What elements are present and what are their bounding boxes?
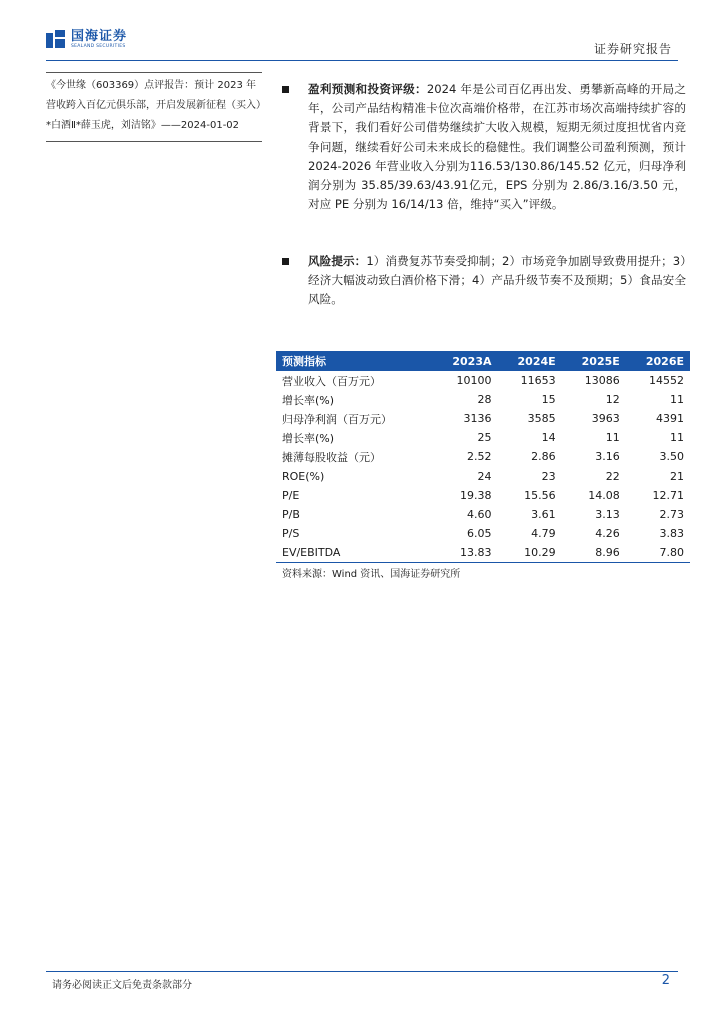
metric-value-cell: 3.16 xyxy=(595,450,620,464)
metric-value-cell: 12 xyxy=(605,393,620,407)
metric-value-cell: 23 xyxy=(541,469,556,483)
header-divider xyxy=(46,60,678,61)
table-row xyxy=(276,447,690,466)
metric-label-cell: P/E xyxy=(282,488,300,502)
metric-value-cell: 3585 xyxy=(527,412,556,426)
metric-label-cell: 增长率(%) xyxy=(282,431,335,445)
table-header-cell: 2023A xyxy=(432,351,497,371)
bullet-square-icon xyxy=(282,86,289,93)
table-source: 资料来源：Wind 资讯、国海证券研究所 xyxy=(282,569,461,580)
metric-value-cell: 28 xyxy=(477,393,492,407)
metric-label-cell: 营业收入（百万元） xyxy=(282,374,381,388)
report-type: 证券研究报告 xyxy=(593,42,672,56)
metric-value-cell: 19.38 xyxy=(460,488,492,502)
metric-label-cell: 增长率(%) xyxy=(282,393,335,407)
side-note-bottom-rule xyxy=(46,141,262,142)
table-row xyxy=(276,524,690,543)
metric-label-cell: 摊薄每股收益（元） xyxy=(282,450,381,464)
bullet-text: 1）消费复苏节奏受抑制；2）市场竞争加剧导致费用提升；3）经济大幅波动致白酒价格下滑；4）产品升级节奏不及预期；5）食品安全风险。 xyxy=(308,254,686,307)
table-header-cell: 预测指标 xyxy=(276,351,432,371)
metric-value-cell: 11 xyxy=(670,431,684,445)
metric-value-cell: 10.29 xyxy=(498,543,562,563)
table-header-row xyxy=(276,351,690,371)
metric-value-cell: 7.80 xyxy=(626,543,690,563)
bullet-label: 盈利预测和投资评级： xyxy=(308,82,427,96)
metric-value-cell: 2.73 xyxy=(659,507,684,521)
metric-value-cell: 3.83 xyxy=(659,526,684,540)
table-header-cell: 2025E xyxy=(562,351,626,371)
metric-value-cell: 4.79 xyxy=(531,526,556,540)
metric-value-cell: 2.86 xyxy=(531,450,556,464)
metric-value-cell: 22 xyxy=(605,469,620,483)
metric-value-cell: 13086 xyxy=(584,374,620,388)
metric-value-cell: 12.71 xyxy=(652,488,684,502)
metric-value-cell: 14.08 xyxy=(588,488,620,502)
metric-value-cell: 3.13 xyxy=(595,507,620,521)
table-row xyxy=(276,543,690,563)
table-row xyxy=(276,390,690,409)
metric-value-cell: 6.05 xyxy=(467,526,492,540)
table-header-cell: 2026E xyxy=(626,351,690,371)
table-row xyxy=(276,371,690,390)
brand-logo xyxy=(46,30,127,50)
metric-value-cell: 21 xyxy=(670,469,684,483)
bullet-label: 风险提示： xyxy=(308,254,367,268)
metric-label-cell: EV/EBITDA xyxy=(276,543,432,563)
side-note-top-rule xyxy=(46,72,262,73)
metric-value-cell: 14552 xyxy=(649,374,684,388)
metric-value-cell: 13.83 xyxy=(432,543,497,563)
metric-value-cell: 4.60 xyxy=(467,507,492,521)
metric-value-cell: 14 xyxy=(541,431,556,445)
metric-value-cell: 11653 xyxy=(520,374,556,388)
metric-value-cell: 8.96 xyxy=(562,543,626,563)
logo-icon xyxy=(46,30,66,50)
footer-divider xyxy=(46,971,678,972)
table-row xyxy=(276,505,690,524)
logo-name-en: SEALAND SECURITIES xyxy=(71,44,126,49)
bullet-text: 2024 年是公司百亿再出发、勇攀新高峰的开局之年，公司产品结构精准卡位次高端价格带，在江苏市场次高端持续扩容的背景下，我们看好公司借势继续扩大收入规模，短期无须过度担忧省内竞争问题，继续看好公司未来成长的稳健性。我们调整公司盈利预测，预计 2024-2026 年营业收入分别为116.53/130.86/145.52 亿元，归母净利润分别为 35.85/39.63/43.91亿元，EPS 分别为 2.86/3.16/3.50 元，对应 PE 分别为 16/14/13 倍，维持“买入”评级。 xyxy=(308,82,686,212)
metric-label-cell: ROE(%) xyxy=(282,469,325,483)
bullet-earnings-forecast xyxy=(282,80,686,214)
metric-value-cell: 15 xyxy=(541,393,556,407)
metric-value-cell: 3.50 xyxy=(659,450,684,464)
table-row xyxy=(276,466,690,485)
related-report-note: 《今世缘（603369）点评报告：预计 2023 年营收跨入百亿元俱乐部，开启发展新征程（买入）*白酒Ⅱ*薛玉虎，刘洁铭》——2024-01-02 xyxy=(46,80,261,131)
metric-value-cell: 11 xyxy=(605,431,620,445)
metric-label-cell: 归母净利润（百万元） xyxy=(282,412,392,426)
metric-value-cell: 3136 xyxy=(463,412,492,426)
footer-disclaimer: 请务必阅读正文后免责条款部分 xyxy=(52,980,192,991)
bullet-square-icon xyxy=(282,258,289,265)
table-row xyxy=(276,486,690,505)
metric-value-cell: 10100 xyxy=(456,374,492,388)
bullet-risk-warning xyxy=(282,252,686,310)
page-number: 2 xyxy=(661,973,670,988)
metric-value-cell: 15.56 xyxy=(524,488,556,502)
metric-label-cell: P/B xyxy=(282,507,300,521)
metric-value-cell: 11 xyxy=(670,393,684,407)
metric-value-cell: 4391 xyxy=(656,412,684,426)
forecast-table xyxy=(276,351,690,563)
metric-value-cell: 3.61 xyxy=(531,507,556,521)
table-row xyxy=(276,428,690,447)
table-row xyxy=(276,409,690,428)
metric-label-cell: P/S xyxy=(282,526,300,540)
metric-value-cell: 24 xyxy=(477,469,492,483)
metric-value-cell: 4.26 xyxy=(595,526,620,540)
metric-value-cell: 2.52 xyxy=(467,450,492,464)
logo-name-cn: 国海证券 xyxy=(71,29,128,44)
table-header-cell: 2024E xyxy=(498,351,562,371)
metric-value-cell: 3963 xyxy=(591,412,620,426)
metric-value-cell: 25 xyxy=(477,431,492,445)
